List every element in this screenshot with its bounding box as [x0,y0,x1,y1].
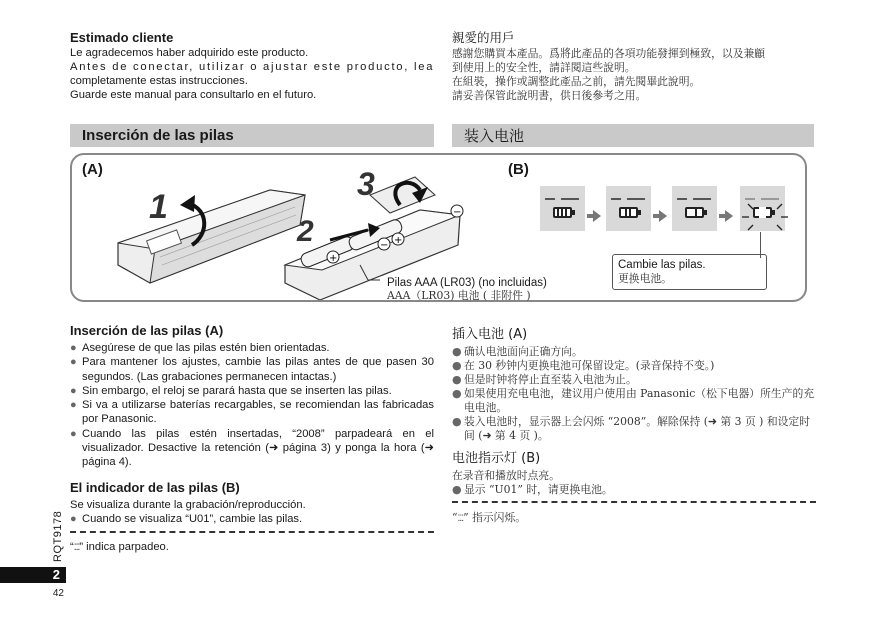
intro-cn-line: 感謝您購買本產品。爲將此產品的各項功能發揮到極致，以及兼顧 [452,47,766,60]
list-item: ● 显示 “U01” 时，请更换电池。 [452,483,817,497]
svg-text:−: − [380,240,389,251]
intro-es-line: Le agradecemos haber adquirido este producto. [70,47,309,59]
blink-icon: ⁚⁚⁚ [73,542,80,552]
section-b-cn [452,447,817,497]
intro-es-line: Guarde este manual para consultarlo en el futuro. [70,89,317,101]
section-b-cn-line: 在录音和播放时点亮。 [452,469,560,482]
intro-cn-line: 在組裝，操作或調整此產品之前，請先閱畢此說明。 [452,75,701,88]
battery-indicator-one-third [672,186,717,231]
section-b-es-title: El indicador de las pilas (B) [70,480,240,495]
divider [70,531,434,533]
intro-es-line: completamente estas instrucciones. [70,75,248,87]
list-item: ● 装入电池时，显示器上会闪烁 “2008”。解除保持 (➜ 第 3 页 ) 和设定时间 (➜ 第 4 页 )。 [452,415,817,443]
section-a-cn-title: 插入电池 (A) [452,327,528,342]
footnote-es: “⁚⁚⁚” indica parpadeo. [70,541,169,553]
intro-cn-line: 到使用上的安全性，請詳閱這些說明。 [452,61,636,74]
list-item: ● Cuando las pilas estén insertadas, “2008” parpadeará en el visualizador. Desactive la retención (➜ página 3) y ponga la hora (➜ página 4). [70,427,434,470]
figure-label-b: (B) [508,161,529,178]
step-number: 1 [149,188,168,226]
list-item: ● Cuando se visualiza “U01”, cambie las pilas. [70,512,434,526]
section-banner-cn: 装入电池 [452,124,814,147]
section-banner-es: Inserción de las pilas [70,124,434,147]
list-item: ● Asegúrese de que las pilas estén bien orientadas. [70,341,434,355]
list-item: ● 确认电池面向正确方向。 [452,345,817,359]
intro-cn [452,28,822,103]
intro-es-title: Estimado cliente [70,30,174,45]
list-item: ● 如果使用充电电池，建议用户使用由 Panasonic（松下电器）所生产的充电电池。 [452,387,817,415]
page-number: 2 [0,567,66,583]
step-number: 2 [297,215,314,248]
arrow-right-icon [593,210,601,222]
section-a-es-title: Inserción de las pilas (A) [70,323,224,338]
list-item: ● Si va a utilizarse baterías recargables, se recomiendan las fabricadas por Panasonic. [70,398,434,427]
arrow-right-icon [725,210,733,222]
section-b-cn-title: 电池指示灯 (B) [452,451,541,466]
section-a-cn [452,323,817,443]
figure-label-a: (A) [82,161,103,178]
intro-es-line: Antes de conectar, utilizar o ajustar este producto, lea [70,61,435,73]
svg-text:+: + [329,253,338,264]
change-batteries-callout [612,254,767,290]
battery-callout-es: Pilas AAA (LR03) (no incluidas) [387,277,547,289]
change-cn: 更换电池。 [618,272,672,285]
intro-cn-line: 請妥善保管此說明書，供日後參考之用。 [452,89,647,102]
step-number: 3 [357,166,375,202]
list-item: ● 但是时钟将停止直至装入电池为止。 [452,373,817,387]
list-item: ● Para mantener los ajustes, cambie las pilas antes de que pasen 30 segundos. (Las grabaciones permanecen intactas.) [70,355,434,384]
intro-es [70,30,436,102]
intro-cn-title: 親愛的用戶 [452,30,515,45]
page-sub-number: 42 [52,588,64,599]
list-item: ● 在 30 秒钟内更换电池可保留设定。(录音保持不变。) [452,359,817,373]
section-b-es-line: Se visualiza durante la grabación/reproducción. [70,499,306,511]
list-item: ● Sin embargo, el reloj se parará hasta que se inserten las pilas. [70,384,434,398]
arrow-right-icon [659,210,667,222]
footnote-cn: “⁚⁚⁚” 指示闪烁。 [452,511,527,524]
svg-text:−: − [453,207,462,218]
change-es: Cambie las pilas. [618,259,706,271]
blink-icon: ⁚⁚⁚ [457,514,464,524]
battery-indicator-full [540,186,585,231]
blink-rays-icon [740,196,790,236]
svg-text:+: + [394,235,403,246]
battery-callout-cn: AAA（LR03) 电池 ( 非附件 ) [387,289,531,302]
battery-indicator-two-thirds [606,186,651,231]
divider [452,501,816,503]
document-code: RQT9178 [52,510,64,562]
section-a-es [70,323,434,470]
section-b-es [70,480,434,526]
recorder-back-icon [118,190,305,283]
